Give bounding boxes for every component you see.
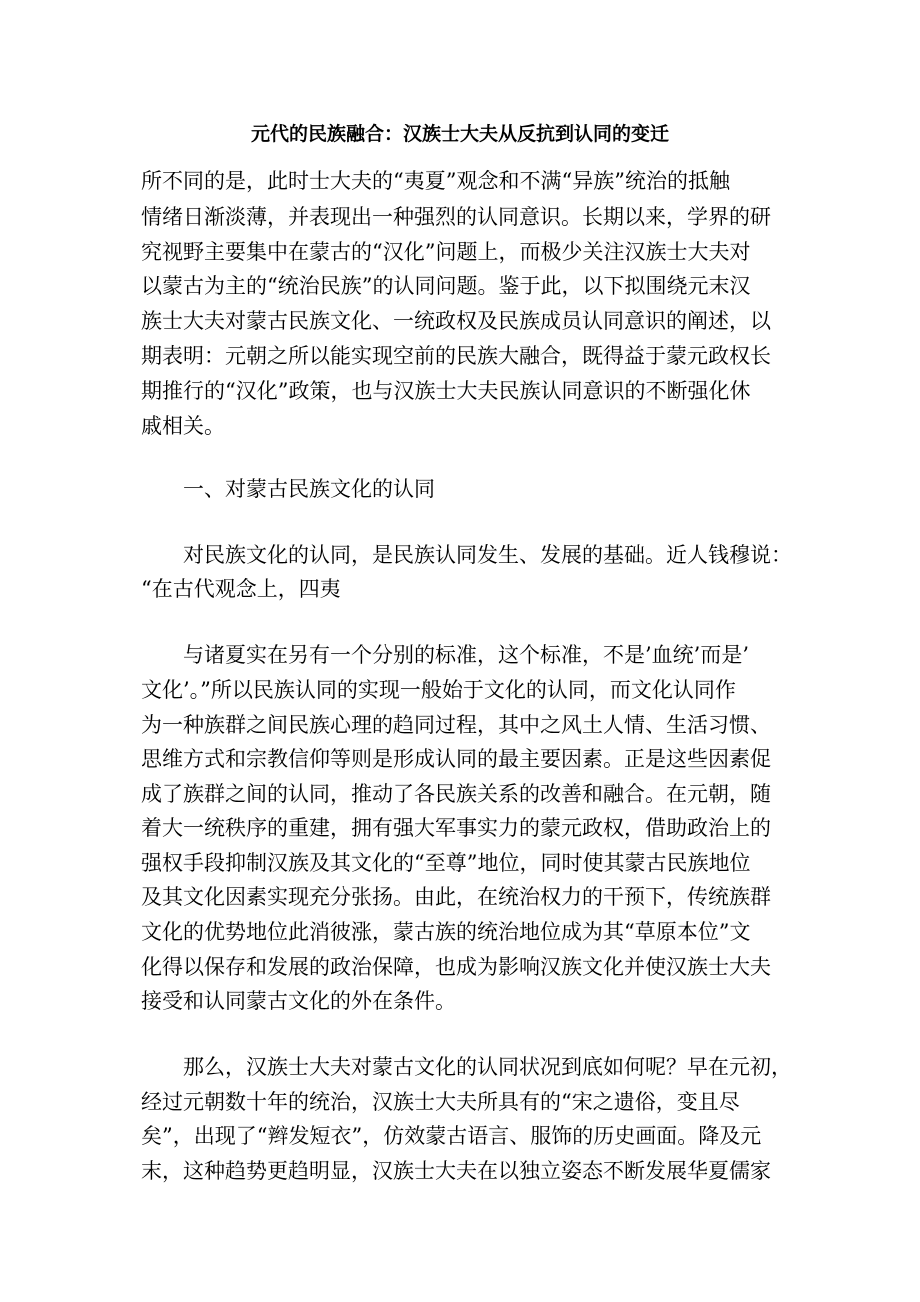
paragraph-5-line-4: 末，这种趋势更趋明显，汉族士大夫在以独立姿态不断发展华夏儒家 bbox=[141, 1159, 771, 1183]
paragraph-1-line-7: 期推行的“汉化”政策，也与汉族士大夫民族认同意识的不断强化休 bbox=[141, 379, 751, 403]
paragraph-1-line-4: 以蒙古为主的“统治民族”的认同问题。鉴于此，以下拟围绕元末汉 bbox=[141, 274, 751, 298]
paragraph-4-line-10: 化得以保存和发展的政治保障，也成为影响汉族文化并使汉族士大夫 bbox=[141, 955, 771, 979]
paragraph-4-line-9: 文化的优势地位此消彼涨，蒙古族的统治地位成为其“草原本位”文 bbox=[141, 920, 751, 944]
paragraph-4-line-1: 与诸夏实在另有一个分别的标准，这个标准，不是’血统’而是’ bbox=[183, 643, 750, 667]
paragraph-5-line-2: 经过元朝数十年的统治，汉族士大夫所具有的“宋之遗俗，变且尽 bbox=[141, 1090, 740, 1114]
paragraph-1-line-5: 族士大夫对蒙古民族文化、一统政权及民族成员认同意识的阐述，以 bbox=[141, 309, 771, 333]
paragraph-4-line-4: 思维方式和宗教信仰等则是形成认同的最主要因素。正是这些因素促 bbox=[141, 747, 771, 771]
paragraph-3-line-1: 对民族文化的认同，是民族认同发生、发展的基础。近人钱穆说： bbox=[183, 543, 792, 567]
paragraph-1-line-2: 情绪日渐淡薄，并表现出一种强烈的认同意识。长期以来，学界的研 bbox=[141, 205, 771, 229]
document-title: 元代的民族融合：汉族士大夫从反抗到认同的变迁 bbox=[250, 123, 669, 145]
paragraph-1-line-1: 所不同的是，此时士大夫的“夷夏”观念和不满“异族”统治的抵触 bbox=[141, 169, 730, 193]
paragraph-3-line-2: “在古代观念上，四夷 bbox=[141, 577, 341, 601]
paragraph-4-line-7: 强权手段抑制汉族及其文化的“至尊”地位，同时使其蒙古民族地位 bbox=[141, 851, 751, 875]
paragraph-5-line-1: 那么，汉族士大夫对蒙古文化的认同状况到底如何呢？早在元初， bbox=[183, 1055, 792, 1079]
paragraph-4-line-5: 成了族群之间的认同，推动了各民族关系的改善和融合。在元朝，随 bbox=[141, 782, 771, 806]
paragraph-4-line-11: 接受和认同蒙古文化的外在条件。 bbox=[141, 989, 456, 1013]
paragraph-1-line-3: 究视野主要集中在蒙古的“汉化”问题上，而极少关注汉族士大夫对 bbox=[141, 240, 751, 264]
paragraph-4-line-8: 及其文化因素实现充分张扬。由此，在统治权力的干预下，传统族群 bbox=[141, 885, 771, 909]
paragraph-1-line-8: 戚相关。 bbox=[141, 414, 225, 438]
section-heading: 一、对蒙古民族文化的认同 bbox=[183, 477, 435, 501]
paragraph-1-line-6: 期表明：元朝之所以能实现空前的民族大融合，既得益于蒙元政权长 bbox=[141, 344, 771, 368]
paragraph-4-line-2: 文化’。”所以民族认同的实现一般始于文化的认同，而文化认同作 bbox=[141, 678, 736, 702]
paragraph-4-line-3: 为一种族群之间民族心理的趋同过程，其中之风土人情、生活习惯、 bbox=[141, 713, 771, 737]
paragraph-5-line-3: 矣”，出现了“辫发短衣”，仿效蒙古语言、服饰的历史画面。降及元 bbox=[141, 1124, 762, 1148]
paragraph-4-line-6: 着大一统秩序的重建，拥有强大军事实力的蒙元政权，借助政治上的 bbox=[141, 816, 771, 840]
